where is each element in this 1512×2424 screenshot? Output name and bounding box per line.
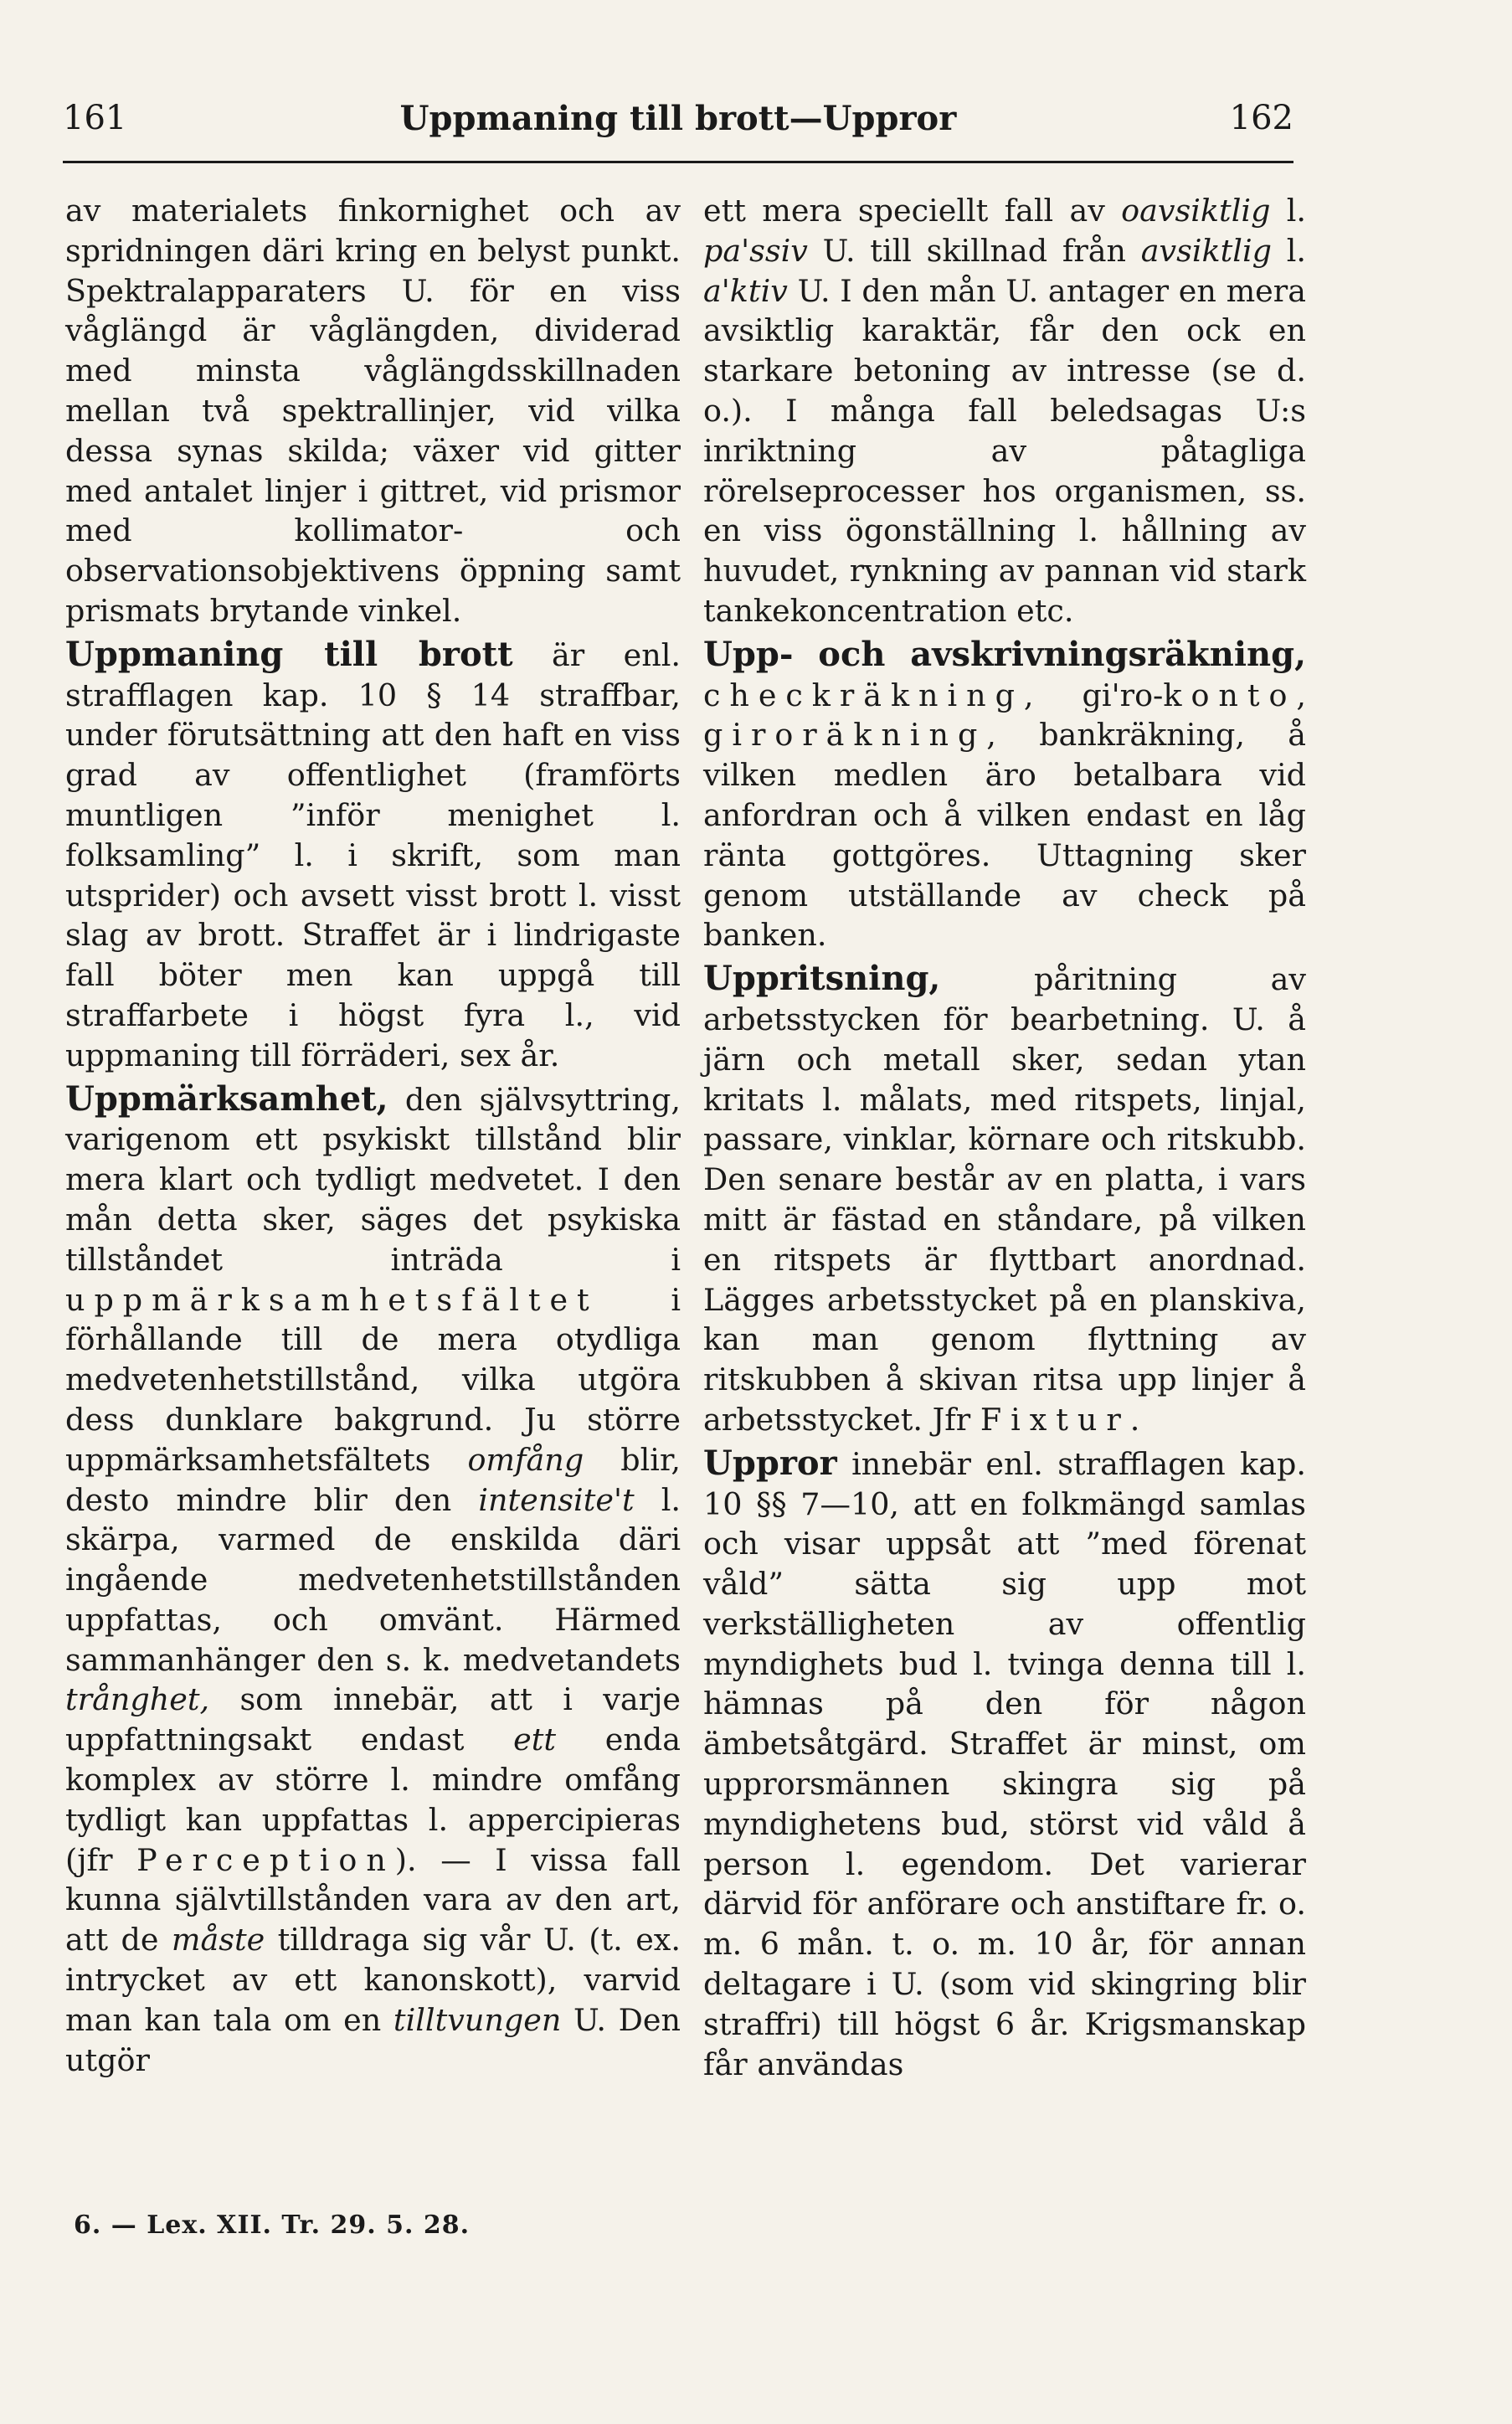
entry-uppmarksamhet: Uppmärksamhet, den självsyttring, varigenom ett psykiskt tillstånd blir mera klart och tydligt medvetet. I den mån detta sker, säges det psykiska tillståndet inträda i uppmärksamhetsfältet i förhållande till de mera otydliga medvetenhetstillstånd, vilka utgöra dess dunklare bakgrund. Ju större uppmärksamhetsfältets omfång blir, desto mindre blir den intensite't l. skärpa, varmed de enskilda däri ingående medvetenhetstillstånden uppfattas, och omvänt. Härmed sammanhänger den s. k. medvetandets trånghet, som innebär, att i varje uppfattningsakt endast ett enda komplex av större l. mindre omfång tydligt kan uppfattas l. appercipieras (jfr Perception). — I vissa fall kunna självtillstånden vara av den art, att de måste tilldraga sig vår U. (t. ex. intrycket av ett kanonskott), varvid man kan tala om en tilltvungen U. Den utgör [65,1078,681,2078]
headword: Uppmaning till brott [65,634,513,674]
headword: Uppmärksamhet, [65,1078,388,1119]
headword: Uppritsning, [703,959,941,999]
right-column [703,191,1306,2084]
entry-continuation: ett mera speciellt fall av oavsiktlig l. pa'ssiv U. till skillnad från avsiktlig l. a'ktiv U. I den mån U. antager en mera avsiktlig karaktär, får den ock en starkare betoning av intresse (se d. o.). I många fall beledsagas U:s inriktning av påtagliga rörelseprocesser hos organismen, ss. en viss ögonställning l. hållning av huvudet, rynkning av pannan vid stark tankekoncentration etc. [703,193,1306,629]
header-rule [63,161,1293,163]
headword: Upp- och avskrivningsräkning, [703,634,1306,674]
entry-upp-och-avskrivningsrakning: Upp- och avskrivningsräkning, checkräkning, gi'ro-konto, giroräkning, bankräkning, å vilken medlen äro betalbara vid anfordran och å vilken endast en låg ränta gottgöres. Uttagning sker genom utställande av check på banken. [703,634,1306,954]
running-header [63,99,1293,149]
left-column [65,191,681,2080]
entry-continuation: av materialets finkornighet och av spridningen däri kring en belyst punkt. Spektralapparaters U. för en viss våglängd är våglängden, dividerad med minsta våglängdsskillnaden mellan två spektrallinjer, vid vilka dessa synas skilda; växer vid gitter med antalet linjer i gittret, vid prismor med kollimator- och observationsobjektivens öppning samt prismats brytande vinkel. [65,193,681,629]
entry-uppmaning-till-brott: Uppmaning till brott är enl. strafflagen kap. 10 § 14 straffbar, under förutsättning att den haft en viss grad av offentlighet (framförts muntligen ”inför menighet l. folksamling” l. i skrift, som man utsprider) och avsett visst brott l. visst slag av brott. Straffet är i lindrigaste fall böter men kan uppgå till straffarbete i högst fyra l., vid uppmaning till förräderi, sex år. [65,634,681,1073]
running-title: Uppmaning till brott—Uppror [399,99,957,138]
left-page-number: 161 [63,99,127,137]
entry-uppritsning: Uppritsning, påritning av arbetsstycken för bearbetning. U. å järn och metall sker, sedan ytan kritats l. målats, med ritspets, linjal, passare, vinklar, körnare och ritskubb. Den senare består av en platta, i vars mitt är fästad en ståndare, på vilken en ritspets är flyttbart anordnad. Lägges arbetsstycket på en planskiva, kan man genom flyttning av ritskubben å skivan ritsa upp linjer å arbetsstycket. Jfr Fixtur. [703,959,1306,1438]
printer-signature: 6. — Lex. XII. Tr. 29. 5. 28. [74,2210,471,2240]
right-page-number: 162 [1229,99,1293,137]
headword: Uppror [703,1443,837,1483]
entry-uppror: Uppror innebär enl. strafflagen kap. 10 §§ 7—10, att en folkmängd samlas och visar uppsåt att ”med förenat våld” sätta sig upp mot verkställigheten av offentlig myndighets bud l. tvinga denna till l. hämnas på den för någon ämbetsåtgärd. Straffet är minst, om upprorsmännen skingra sig på myndighetens bud, störst vid våld å person l. egendom. Det varierar därvid för anförare och anstiftare fr. o. m. 6 mån. t. o. m. 10 år, för annan deltagare i U. (som vid skingring blir straffri) till högst 6 år. Krigsmanskap får användas [703,1443,1306,2082]
